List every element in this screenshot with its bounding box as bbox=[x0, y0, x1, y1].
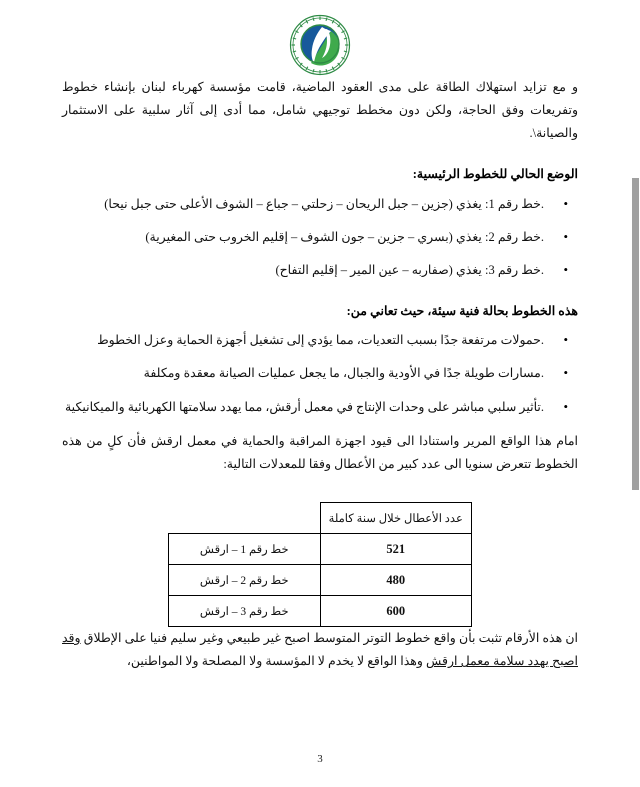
table-body bbox=[169, 534, 472, 627]
heading-technical-condition: هذه الخطوط بحالة فنية سيئة، حيث تعاني من: bbox=[346, 303, 578, 318]
intro-paragraph: و مع تزايد استهلاك الطاقة على مدى العقود الماضية، قامت مؤسسة كهرباء لبنان بإنشاء خطوط وتفريعات وفق الحاجة، ولكن دون مخطط توجيهي شامل، مما أدى إلى آثار سلبية على الاستثمار والصيانة\. bbox=[62, 80, 578, 141]
vertical-scrollbar-thumb[interactable] bbox=[632, 178, 639, 490]
table-row bbox=[169, 565, 472, 596]
page-number: 3 bbox=[317, 753, 323, 765]
cell-fault-count: 600 bbox=[320, 596, 472, 627]
table-head bbox=[169, 503, 472, 534]
cell-line-name: خط رقم 2 – ارقش bbox=[169, 565, 321, 596]
list-item bbox=[62, 397, 578, 418]
cell-fault-count: 521 bbox=[320, 534, 472, 565]
bullet-text: .خط رقم 2: يغذي (بسري – جزين – جون الشوف – إقليم الخروب حتى المغيرية) bbox=[145, 230, 544, 245]
bullet-text: .تأثير سلبي مباشر على وحدات الإنتاج في معمل أرقش، مما يهدد سلامتها الكهربائية والميكانيكية bbox=[64, 399, 544, 414]
table-row bbox=[169, 534, 472, 565]
conclusion-text-part2: وهذا الواقع لا يخدم لا المؤسسة ولا المصلحة ولا المواطنين، bbox=[126, 654, 427, 669]
bullet-text: .خط رقم 1: يغذي (جزين – جبل الريحان – زحلتي – جباع – الشوف الأعلى حتى جبل نيحا) bbox=[104, 196, 544, 211]
document-header bbox=[0, 0, 640, 76]
column-header-blank bbox=[169, 503, 321, 534]
cell-line-name: خط رقم 3 – ارقش bbox=[169, 596, 321, 627]
technical-condition-bullet-list bbox=[62, 330, 578, 418]
cell-line-name: خط رقم 1 – ارقش bbox=[169, 534, 321, 565]
conclusion-text-part1: ان هذه الأرقام تثبت بأن واقع خطوط التوتر المتوسط اصبح غير طبيعي وغير سليم فنيا على الإطلاق bbox=[80, 631, 578, 646]
table-header-row bbox=[169, 503, 472, 534]
bullet-text: .خط رقم 3: يغذي (صفاربه – عين المير – إقليم التفاح) bbox=[275, 263, 544, 278]
annual-faults-table bbox=[168, 502, 472, 627]
column-header-fault-count: عدد الأعطال خلال سنة كاملة bbox=[320, 503, 472, 534]
current-status-bullet-list bbox=[62, 194, 578, 282]
vertical-scrollbar-track[interactable] bbox=[631, 0, 640, 787]
pretable-paragraph: امام هذا الواقع المرير واستنادا الى قيود اجهزة المراقبة والحماية في معمل ارقش فأن كلٍ من هذه الخطوط تتعرض سنويا الى عدد كبير من الأعطال وفقا للمعدلات التالية: bbox=[62, 433, 578, 471]
conclusion-text-underlined: وقد اصبح يهدد سلامة معمل ارقش bbox=[62, 631, 578, 669]
table-row bbox=[169, 596, 472, 627]
cell-fault-count: 480 bbox=[320, 565, 472, 596]
list-item bbox=[62, 363, 578, 384]
list-item bbox=[62, 227, 578, 248]
list-item bbox=[62, 194, 578, 215]
lebanese-republic-electricity-emblem-icon bbox=[289, 14, 351, 76]
list-item bbox=[62, 330, 578, 351]
conclusion-paragraph bbox=[62, 627, 578, 673]
heading-current-status: الوضع الحالي للخطوط الرئيسية: bbox=[412, 167, 578, 182]
faults-table-container bbox=[62, 502, 578, 627]
list-item bbox=[62, 260, 578, 281]
bullet-text: .مسارات طويلة جدًا في الأودية والجبال، ما يجعل عمليات الصيانة معقدة ومكلفة bbox=[143, 366, 544, 381]
bullet-text: .حمولات مرتفعة جدًا بسبب التعديات، مما يؤدي إلى تشغيل أجهزة الحماية وعزل الخطوط bbox=[97, 333, 544, 348]
document-body bbox=[0, 76, 640, 673]
